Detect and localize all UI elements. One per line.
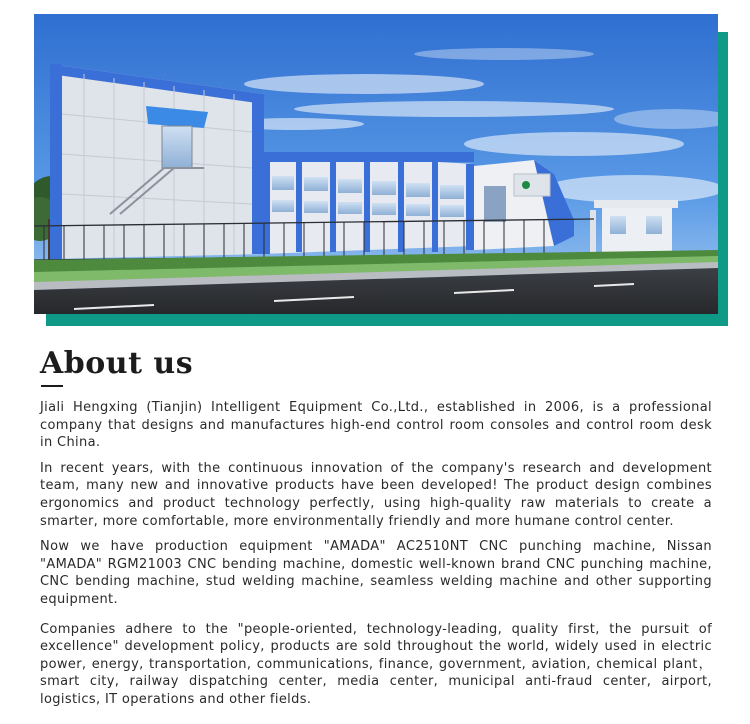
about-content (40, 399, 712, 717)
factory-building-illustration (34, 14, 718, 314)
hero-image-frame (34, 14, 728, 326)
page-title: About us (40, 346, 194, 381)
paragraph-policy: Companies adhere to the "people-oriented, technology-leading, quality first, the pursuit of excellence" development policy, products are sold throughout the world, widely used in electric power, energy, transportation, communications, finance, government, aviation, chemical plant，smart city, railway dispatching center, media center, municipal anti-fraud center, airport, logistics, IT operations and other fields. (40, 621, 712, 707)
title-underline-divider (41, 385, 63, 387)
hero-image (34, 14, 718, 314)
paragraph-innovation: In recent years, with the continuous innovation of the company's research and development team, many new and innovative products have been developed! The product design combines ergonomics and product technology perfectly, using high-quality raw materials to create a smarter, more comfortable, more environmentally friendly and more humane control center. (40, 460, 712, 529)
paragraph-equipment: Now we have production equipment "AMADA" AC2510NT CNC punching machine, Nissan "AMADA" RGM21003 CNC bending machine, domestic well-known brand CNC punching machine, CNC bending machine, stud welding machine, seamless welding machine and other supporting equipment. (40, 539, 712, 607)
paragraph-intro: Jiali Hengxing (Tianjin) Intelligent Equipment Co.,Ltd., established in 2006, is a professional company that designs and manufactures high-end control room consoles and control room desk in China. (40, 400, 712, 451)
